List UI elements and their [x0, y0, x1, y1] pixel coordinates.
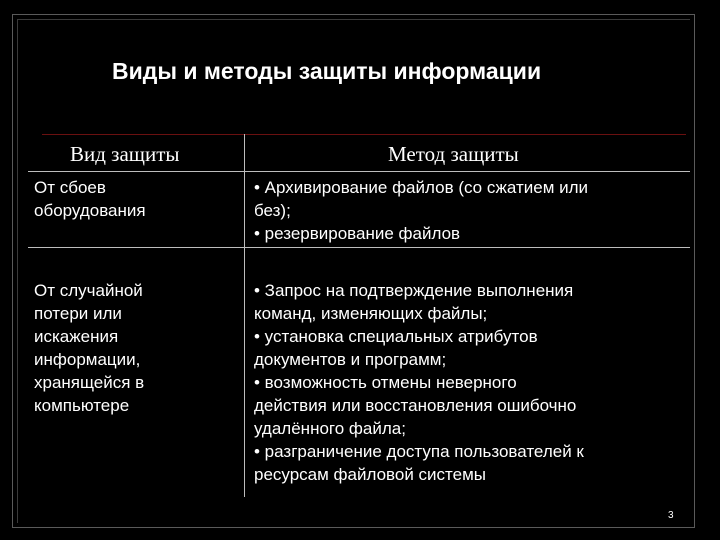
method-line: • разграничение доступа пользователей к	[254, 442, 584, 461]
row-1-border	[28, 247, 690, 248]
method-line: • Архивирование файлов (со сжатием или	[254, 178, 589, 197]
method-line: ресурсам файловой системы	[254, 465, 487, 484]
type-line: информации,	[34, 350, 141, 369]
method-line: документов и программ;	[254, 350, 447, 369]
type-line: компьютере	[34, 396, 130, 415]
page-number: 3	[668, 510, 674, 521]
type-line: хранящейся в	[34, 373, 145, 392]
table-row-1-type	[34, 176, 146, 222]
table-row-2-method	[254, 279, 584, 491]
protection-table	[28, 134, 690, 500]
type-line: От сбоев	[34, 178, 106, 197]
type-line: оборудования	[34, 201, 146, 220]
type-line: искажения	[34, 327, 119, 346]
method-line: действия или восстановления ошибочно	[254, 396, 577, 415]
slide-title: Виды и методы защиты информации	[112, 58, 542, 84]
header-protection-method: Метод защиты	[388, 142, 519, 166]
column-divider	[244, 134, 245, 497]
method-line: • возможность отмены неверного	[254, 373, 517, 392]
method-line: • Запрос на подтверждение выполнения	[254, 281, 574, 300]
table-row-2-type	[34, 279, 144, 417]
table-row-1-method	[254, 176, 588, 245]
header-protection-type: Вид защиты	[70, 142, 180, 166]
method-line: • установка специальных атрибутов	[254, 327, 538, 346]
method-line: без);	[254, 201, 291, 220]
method-line: команд, изменяющих файлы;	[254, 304, 488, 323]
type-line: От случайной	[34, 281, 143, 300]
header-row-border	[28, 171, 690, 172]
table-top-rule	[42, 134, 686, 135]
type-line: потери или	[34, 304, 122, 323]
method-line: • резервирование файлов	[254, 224, 461, 243]
method-line: удалённого файла;	[254, 419, 406, 438]
